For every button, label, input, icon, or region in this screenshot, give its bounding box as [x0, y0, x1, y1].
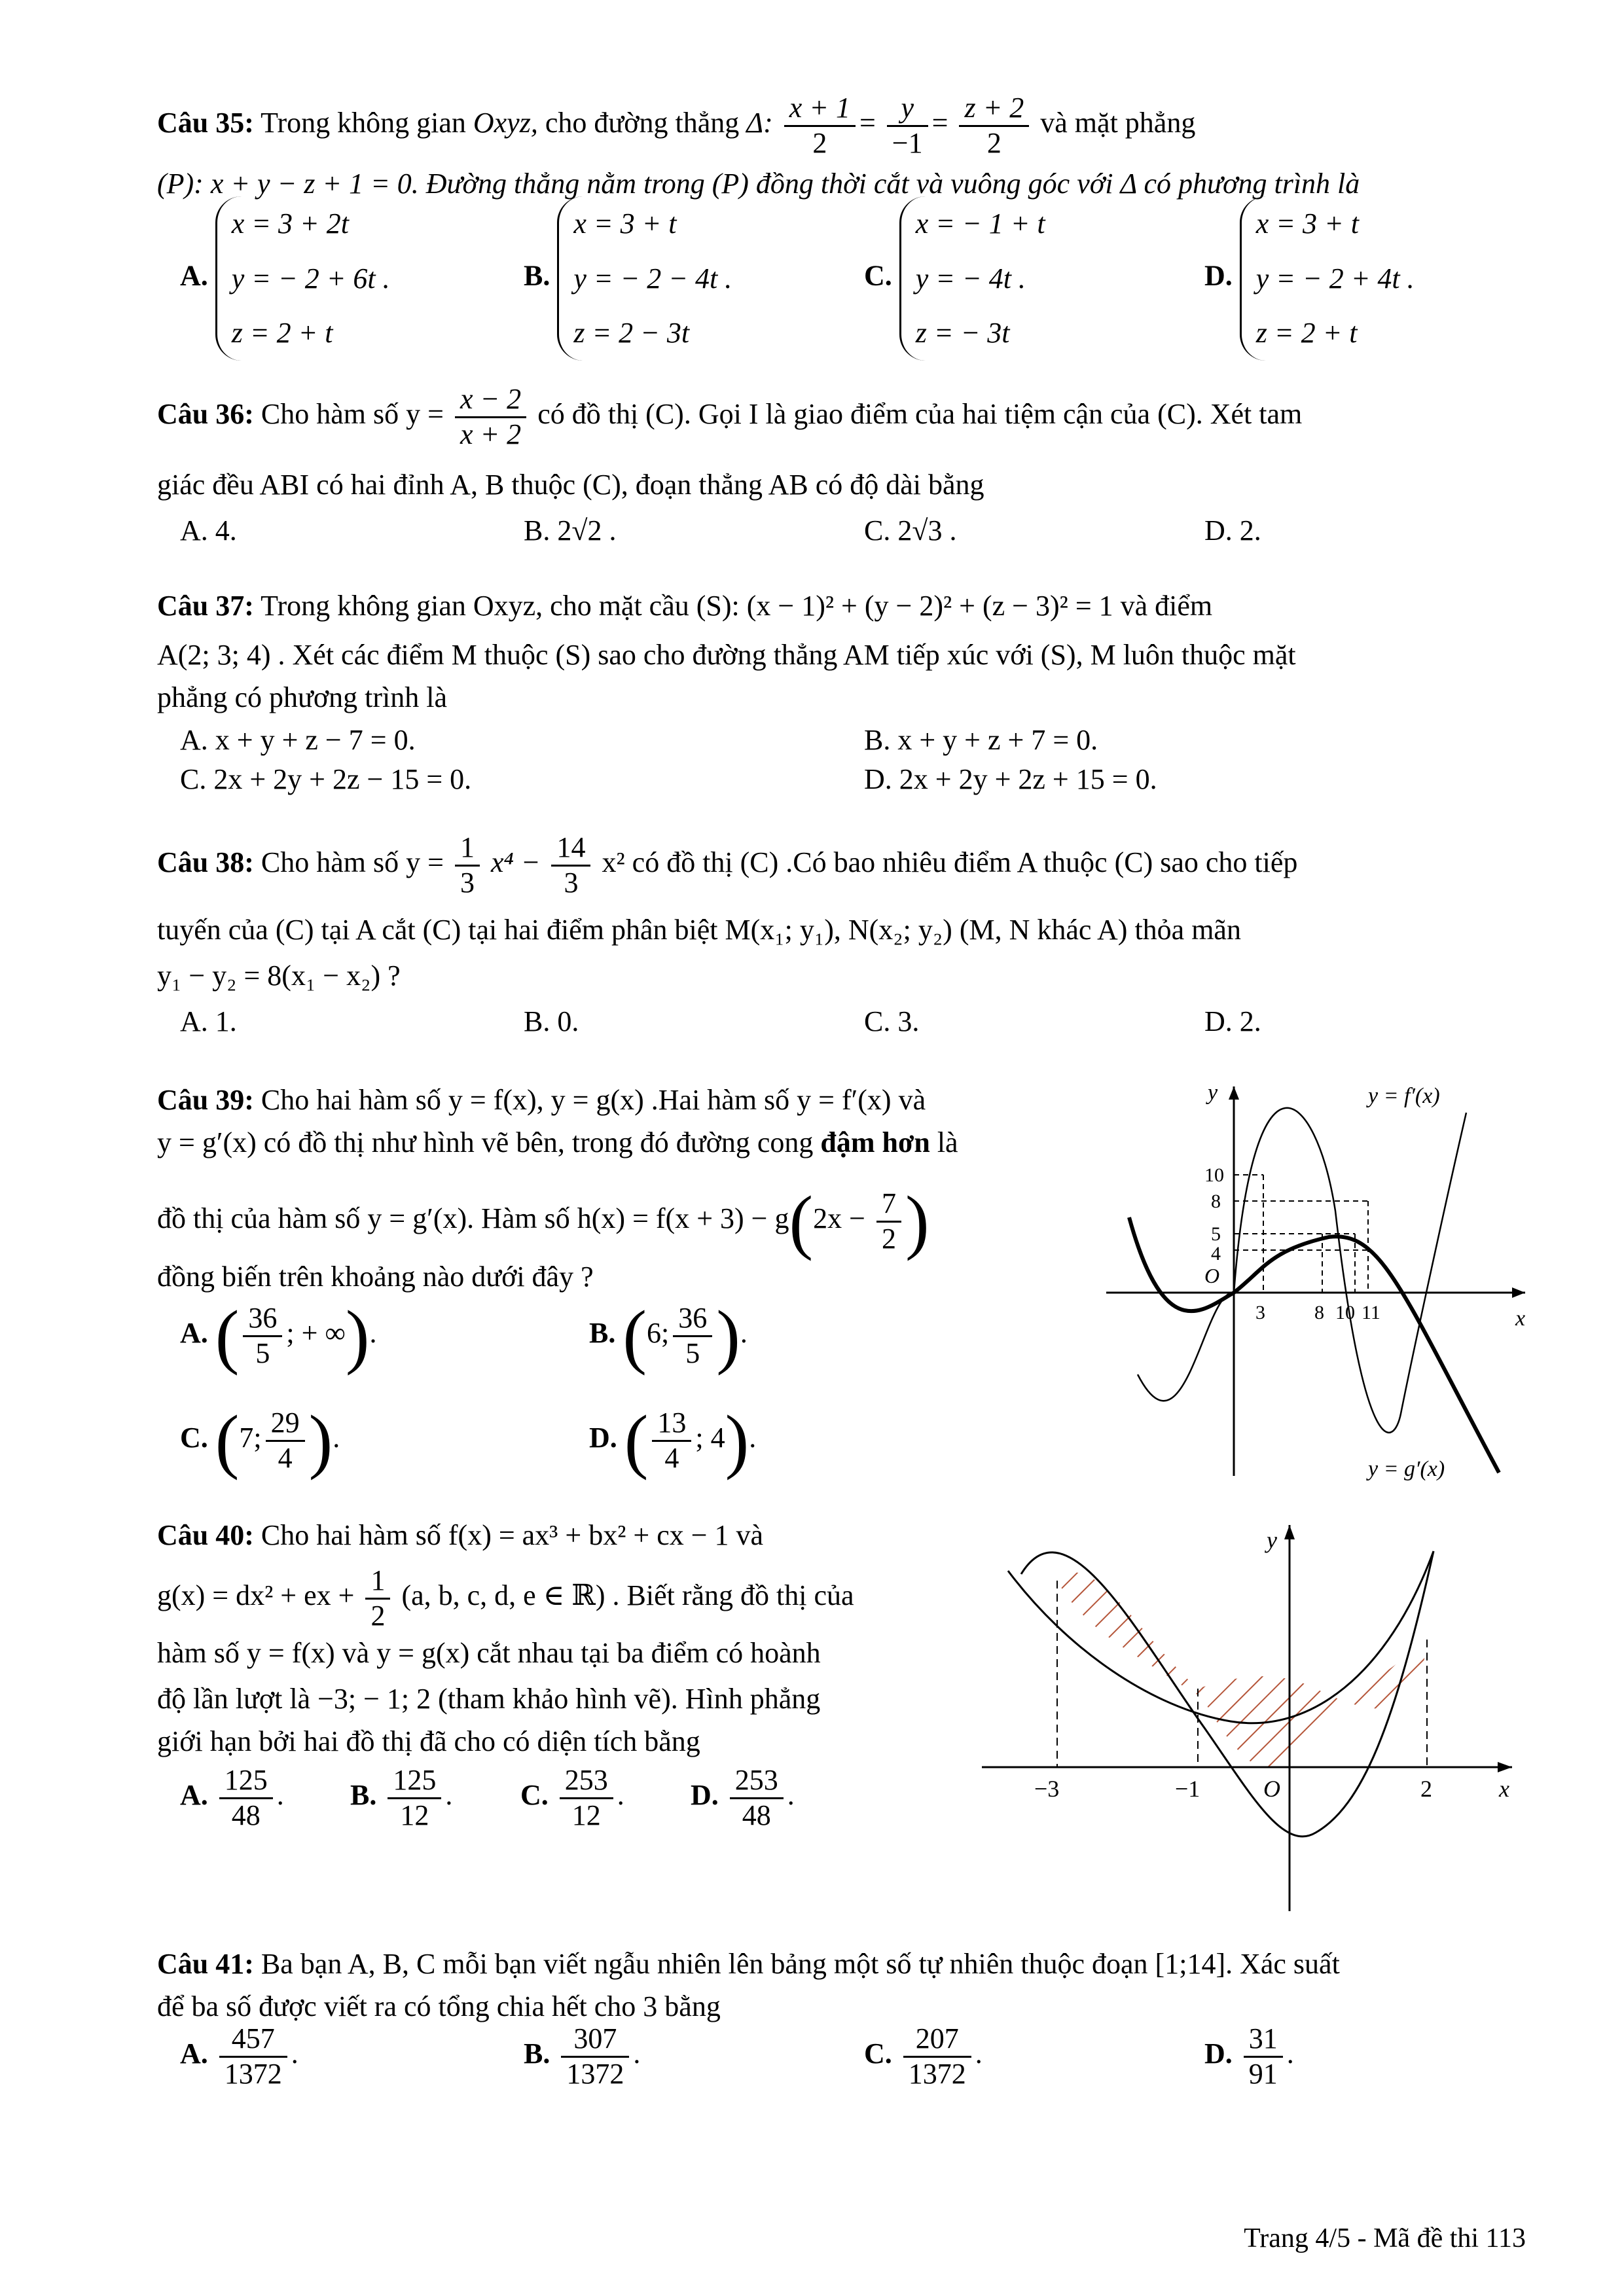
- q37-line2: A(2; 3; 4) . Xét các điểm M thuộc (S) sao cho đường thẳng AM tiếp xúc với (S), M luôn thuộc mặt: [157, 639, 1296, 671]
- q41-option-a[interactable]: A. $\frac{457}{1372}$ .: [180, 2022, 298, 2090]
- fraction: $\frac{1}{2}$: [365, 1564, 390, 1632]
- q39-option-d[interactable]: D. ( $\frac{13}{4}$ ; 4).: [589, 1401, 757, 1480]
- x-label: x: [1515, 1306, 1526, 1331]
- x-axis-arrow: [1498, 1762, 1512, 1772]
- q38-option-a[interactable]: A. 1.: [180, 1005, 237, 1037]
- fraction: $\frac{z + 2}{2}$: [959, 92, 1029, 160]
- q38-option-d[interactable]: D. 2.: [1204, 1005, 1261, 1037]
- q39-line4: đồng biến trên khoảng nào dưới đây ?: [157, 1261, 594, 1293]
- origin-label: O: [1204, 1264, 1220, 1287]
- y-label: y: [1208, 1081, 1218, 1105]
- q40-option-a[interactable]: A. $\frac{125}{48}$ .: [180, 1764, 284, 1831]
- q38-line1: Câu 38: Cho hàm số y = $\frac{1}{3}$ x⁴ − $\frac{14}{3}$ x² có đồ thị (C) .Có bao nhiêu điểm A thuộc (C) sao cho tiếp: [157, 831, 1298, 899]
- fraction: $\frac{y}{-1}$: [887, 92, 928, 160]
- q40-line1: Câu 40: Cho hai hàm số f(x) = ax³ + bx² + cx − 1 và: [157, 1519, 764, 1551]
- y-tick: 10: [1204, 1164, 1224, 1186]
- q39-line3: đồ thị của hàm số y = g′(x). Hàm số h(x) = f(x + 3) − g(2x − $\frac{7}{2}$ ): [157, 1181, 929, 1261]
- q37-option-a[interactable]: A. x + y + z − 7 = 0.: [180, 724, 416, 756]
- q37-line1: Câu 37: Trong không gian Oxyz, cho mặt cầu (S): (x − 1)² + (y − 2)² + (z − 3)² = 1 và điểm: [157, 590, 1213, 622]
- fraction: $\frac{1}{3}$: [455, 831, 480, 899]
- q40-line5: giới hạn bởi hai đồ thị đã cho có diện tích bằng: [157, 1725, 700, 1757]
- g-prime-curve: [1129, 1217, 1499, 1473]
- f-prime-curve: [1138, 1108, 1466, 1433]
- q37-line3: phẳng có phương trình là: [157, 681, 448, 713]
- q41-option-b[interactable]: B. $\frac{307}{1372}$ .: [524, 2022, 641, 2090]
- fraction: $\frac{14}{3}$: [551, 831, 590, 899]
- q35-option-c[interactable]: C. x = − 1 + t y = − 4t . z = − 3t: [864, 196, 1045, 361]
- q39-option-b[interactable]: B. (6; $\frac{36}{5}$ ).: [589, 1296, 748, 1376]
- q39-graph: [1106, 1073, 1532, 1486]
- q41-option-c[interactable]: C. $\frac{207}{1372}$ .: [864, 2022, 983, 2090]
- f-prime-label: y = f′(x): [1368, 1084, 1440, 1108]
- q36-option-a[interactable]: A. 4.: [180, 514, 237, 547]
- x-tick: 3: [1255, 1302, 1265, 1323]
- x-tick: 10: [1335, 1302, 1355, 1323]
- q41-line2: để ba số được viết ra có tổng chia hết cho 3 bằng: [157, 1990, 721, 2022]
- q37-option-d[interactable]: D. 2x + 2y + 2z + 15 = 0.: [864, 763, 1157, 795]
- q40-line2: g(x) = dx² + ex + $\frac{1}{2}$ (a, b, c, d, e ∈ ℝ) . Biết rằng đồ thị của: [157, 1564, 854, 1632]
- q39-line1: Câu 39: Cho hai hàm số y = f(x), y = g(x) .Hai hàm số y = f′(x) và: [157, 1084, 926, 1116]
- x-tick: 11: [1362, 1302, 1380, 1323]
- q36-line2: giác đều ABI có hai đỉnh A, B thuộc (C), đoạn thẳng AB có độ dài bằng: [157, 469, 984, 501]
- q38-line3: y₁ − y₂ = 8(x₁ − x₂) ?: [157, 960, 401, 992]
- origin-label: O: [1263, 1776, 1280, 1802]
- q40-line3: hàm số y = f(x) và y = g(x) cắt nhau tại ba điểm có hoành: [157, 1637, 821, 1669]
- q35-line1: Câu 35: Trong không gian Oxyz, cho đường thẳng Δ: $\frac{x + 1}{2}$ = $\frac{y}{-1}$ = $\frac{z + 2}{2}$ và mặt phẳng: [157, 92, 1196, 159]
- q38-line2: tuyến của (C) tại A cắt (C) tại hai điểm phân biệt M(x₁; y₁), N(x₂; y₂) (M, N khác A) thỏa mãn: [157, 914, 1241, 946]
- q37-option-c[interactable]: C. 2x + 2y + 2z − 15 = 0.: [180, 763, 472, 795]
- fraction: $\frac{7}{2}$: [876, 1187, 901, 1255]
- q41-line1: Câu 41: Ba bạn A, B, C mỗi bạn viết ngẫu nhiên lên bảng một số tự nhiên thuộc đoạn [1;14]. Xác suất: [157, 1948, 1340, 1980]
- y-tick: 8: [1211, 1191, 1221, 1212]
- q40-option-b[interactable]: B. $\frac{125}{12}$ .: [350, 1764, 453, 1831]
- area-left: [1057, 1573, 1207, 1699]
- q36-line1: Câu 36: Cho hàm số y = $\frac{x - 2}{x + 2}$ có đồ thị (C). Gọi I là giao điểm của hai tiệm cận của (C). Xét tam: [157, 383, 1303, 450]
- q40-line4: độ lần lượt là −3; − 1; 2 (tham khảo hình vẽ). Hình phẳng: [157, 1683, 821, 1715]
- y-axis-arrow: [1229, 1086, 1239, 1100]
- q38-option-c[interactable]: C. 3.: [864, 1005, 920, 1037]
- x-tick: 2: [1420, 1776, 1432, 1802]
- q41-option-d[interactable]: D. $\frac{31}{91}$ .: [1204, 2022, 1294, 2090]
- q39-line2: y = g′(x) có đồ thị như hình vẽ bên, trong đó đường cong đậm hơn là: [157, 1126, 958, 1158]
- q38-option-b[interactable]: B. 0.: [524, 1005, 579, 1037]
- q39-option-c[interactable]: C. (7; $\frac{29}{4}$ ).: [180, 1401, 340, 1480]
- q36-option-b[interactable]: B. 2√2 .: [524, 514, 617, 547]
- fraction: $\frac{x + 1}{2}$: [784, 92, 856, 160]
- fraction: $\frac{x - 2}{x + 2}$: [455, 383, 526, 451]
- q37-option-b[interactable]: B. x + y + z + 7 = 0.: [864, 724, 1098, 756]
- x-label: x: [1499, 1776, 1509, 1802]
- x-axis-arrow: [1512, 1287, 1525, 1298]
- q40-option-d[interactable]: D. $\frac{253}{48}$ .: [691, 1764, 795, 1831]
- q36-option-d[interactable]: D. 2.: [1204, 514, 1261, 547]
- q35-option-a[interactable]: A. x = 3 + 2t y = − 2 + 6t . z = 2 + t: [180, 196, 390, 361]
- y-tick: 5: [1211, 1223, 1221, 1245]
- q36-option-c[interactable]: C. 2√3 .: [864, 514, 957, 547]
- q39-option-a[interactable]: A. ( $\frac{36}{5}$ ; + ∞).: [180, 1296, 377, 1376]
- q35-option-d[interactable]: D. x = 3 + t y = − 2 + 4t . z = 2 + t: [1204, 196, 1415, 361]
- g-prime-label: y = g′(x): [1368, 1457, 1445, 1481]
- y-tick: 4: [1211, 1243, 1221, 1265]
- q40-graph: [969, 1512, 1525, 1918]
- y-label: y: [1267, 1527, 1277, 1553]
- y-axis-arrow: [1284, 1525, 1295, 1539]
- q40-option-c[interactable]: C. $\frac{253}{12}$ .: [520, 1764, 624, 1831]
- page-footer: Trang 4/5 - Mã đề thi 113: [1244, 2223, 1526, 2253]
- x-tick: −1: [1175, 1776, 1200, 1802]
- x-tick: 8: [1314, 1302, 1324, 1323]
- q35-option-b[interactable]: B. x = 3 + t y = − 2 − 4t . z = 2 − 3t: [524, 196, 732, 361]
- q35-line2: (P): x + y − z + 1 = 0. Đường thẳng nằm trong (P) đồng thời cắt và vuông góc với Δ có phương trình là: [157, 168, 1360, 200]
- x-tick: −3: [1034, 1776, 1060, 1802]
